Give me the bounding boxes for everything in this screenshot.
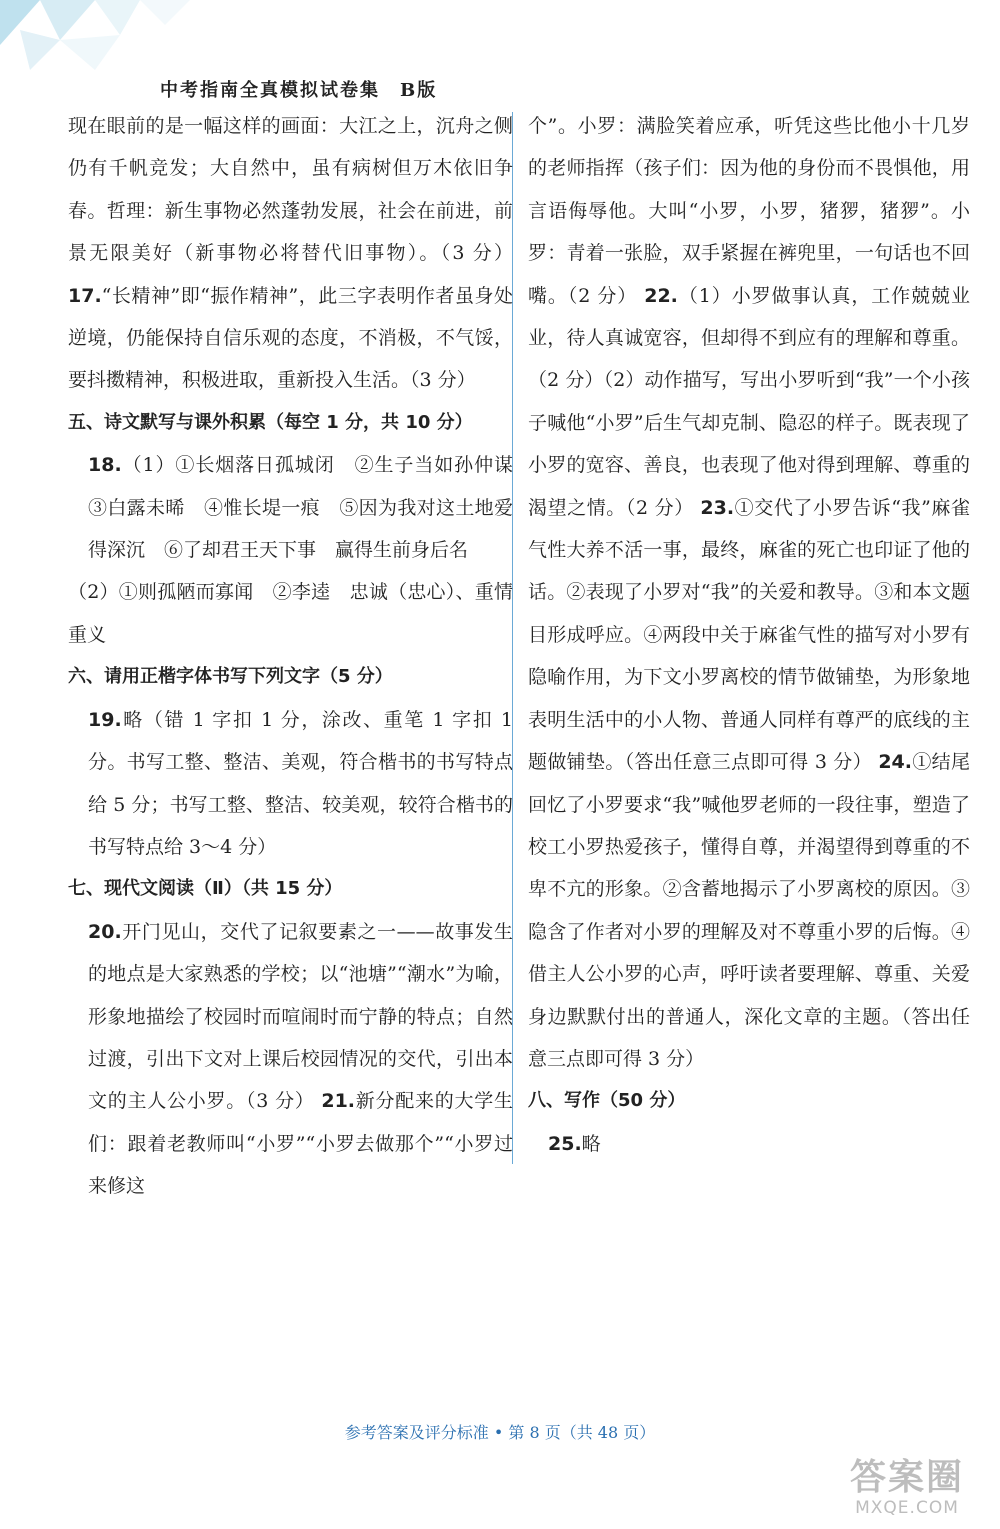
answer-21-continued	[528, 105, 970, 1080]
watermark-logo	[832, 1458, 982, 1522]
answer-19-text: 略（错 1 字扣 1 分，涂改、重笔 1 字扣 1 分。书写工整、整洁、美观，符合楷书的书写特点给 5 分；书写工整、整洁、较美观，较符合楷书的书写特点给 3～4 分）	[88, 708, 513, 858]
answer-18-part1: （1）①长烟落日孤城闭 ②生子当如孙仲谋 ③白露未晞 ④惟长堤一痕 ⑤因为我对这土地爱得深沉 ⑥了却君王天下事 赢得生前身后名	[88, 454, 533, 562]
section-heading: 五、诗文默写与课外积累（每空 1 分，共 10 分）	[68, 411, 473, 433]
answer-25	[528, 1123, 970, 1165]
answer-24-text: ①结尾回忆了小罗要求“我”喊他罗老师的一段往事，塑造了校工小罗热爱孩子，懂得自尊，并渴望得到尊重的不卑不亢的形象。②含蓄地揭示了小罗离校的原因。③隐含了作者对小罗的理解及对不尊重小罗的后悔。④借主人公小罗的心声，呼吁读者要理解、尊重、关爱身边默默付出的普通人，深化文章的主题。（答出任意三点即可得 3 分）	[528, 751, 970, 1070]
page-footer: 参考答案及评分标准 • 第 8 页（共 48 页）	[344, 1423, 656, 1442]
question-number: 19.	[88, 708, 122, 731]
answer-18	[68, 444, 533, 571]
watermark-url: MXQE.COM	[855, 1498, 959, 1518]
right-column	[528, 105, 970, 1165]
decorative-triangles	[0, 0, 190, 80]
section-heading: 八、写作（50 分）	[528, 1090, 686, 1112]
question-number: 18.	[88, 454, 122, 477]
answer-25-text: 略	[581, 1132, 601, 1155]
answer-17-text: “长精神”即“振作精神”，此三字表明作者虽身处逆境，仍能保持自信乐观的态度，不消极，不气馁，要抖擞精神，积极进取，重新投入生活。（3 分）	[68, 284, 513, 392]
left-column	[68, 105, 533, 1208]
answer-20	[68, 911, 513, 1208]
question-number: 20.	[88, 920, 122, 943]
question-number: 25.	[548, 1132, 582, 1155]
question-number: 21.	[321, 1090, 356, 1113]
question-number: 17.	[68, 284, 102, 307]
answer-16-text: 现在眼前的是一幅这样的画面：大江之上，沉舟之侧仍有千帆竞发；大自然中，虽有病树但万木依旧争春。哲理：新生事物必然蓬勃发展，社会在前进，前景无限美好（新事物必将替代旧事物）。（3 分）	[68, 115, 513, 265]
answer-text	[68, 105, 513, 402]
question-number: 23.	[700, 496, 735, 519]
answer-21-text: 新分配来的大学生们：跟着老教师叫“小罗”“小罗去做那个”“小罗过来修这	[88, 1090, 513, 1198]
answer-18-part2: （2）①则孤陋而寡闻 ②李逵 忠诚（忠心）、重情重义	[68, 581, 513, 646]
answer-19	[68, 699, 513, 869]
section-heading: 七、现代文阅读（Ⅱ）（共 15 分）	[68, 878, 343, 900]
answer-22-text: （1）小罗做事认真，工作兢兢业业，待人真诚宽容，但却得不到应有的理解和尊重。（2 分）（2）动作描写，写出小罗听到“我”一个小孩子喊他“小罗”后生气却克制、隐忍的样子。既表现了小罗的宽容、善良，也表现了他对得到理解、尊重的渴望之情。（2 分）	[528, 284, 970, 519]
answer-21-cont-text: 个”。小罗：满脸笑着应承，听凭这些比他小十几岁的老师指挥（孩子们：因为他的身份而不畏惧他，用言语侮辱他。大叫“小罗，小罗，猪猡，猪猡”。小罗：青着一张脸，双手紧握在裤兜里，一句话也不回嘴。（2 分）	[528, 115, 970, 307]
answer-20-text: 开门见山，交代了记叙要素之一——故事发生的地点是大家熟悉的学校；以“池塘”“潮水”为喻，形象地描绘了校园时而喧闹时而宁静的特点；自然过渡，引出下文对上课后校园情况的交代，引出本文的主人公小罗。（3 分）	[88, 920, 513, 1113]
question-number: 22.	[644, 284, 678, 307]
watermark-main: 答案圈	[849, 1457, 964, 1498]
answer-23-text: ①交代了小罗告诉“我”麻雀气性大养不活一事，最终，麻雀的死亡也印证了他的话。②表现了小罗对“我”的关爱和教导。③和本文题目形成呼应。④两段中关于麻雀气性的描写对小罗有隐喻作用，为下文小罗离校的情节做铺垫，为形象地表明生活中的小人物、普通人同样有尊严的底线的主题做铺垫。（答出任意三点即可得 3 分）	[528, 496, 970, 774]
question-number: 24.	[878, 751, 912, 774]
header-title: 中考指南全真模拟试卷集 B版	[160, 80, 438, 101]
section-heading: 六、请用正楷字体书写下列文字（5 分）	[68, 666, 393, 688]
